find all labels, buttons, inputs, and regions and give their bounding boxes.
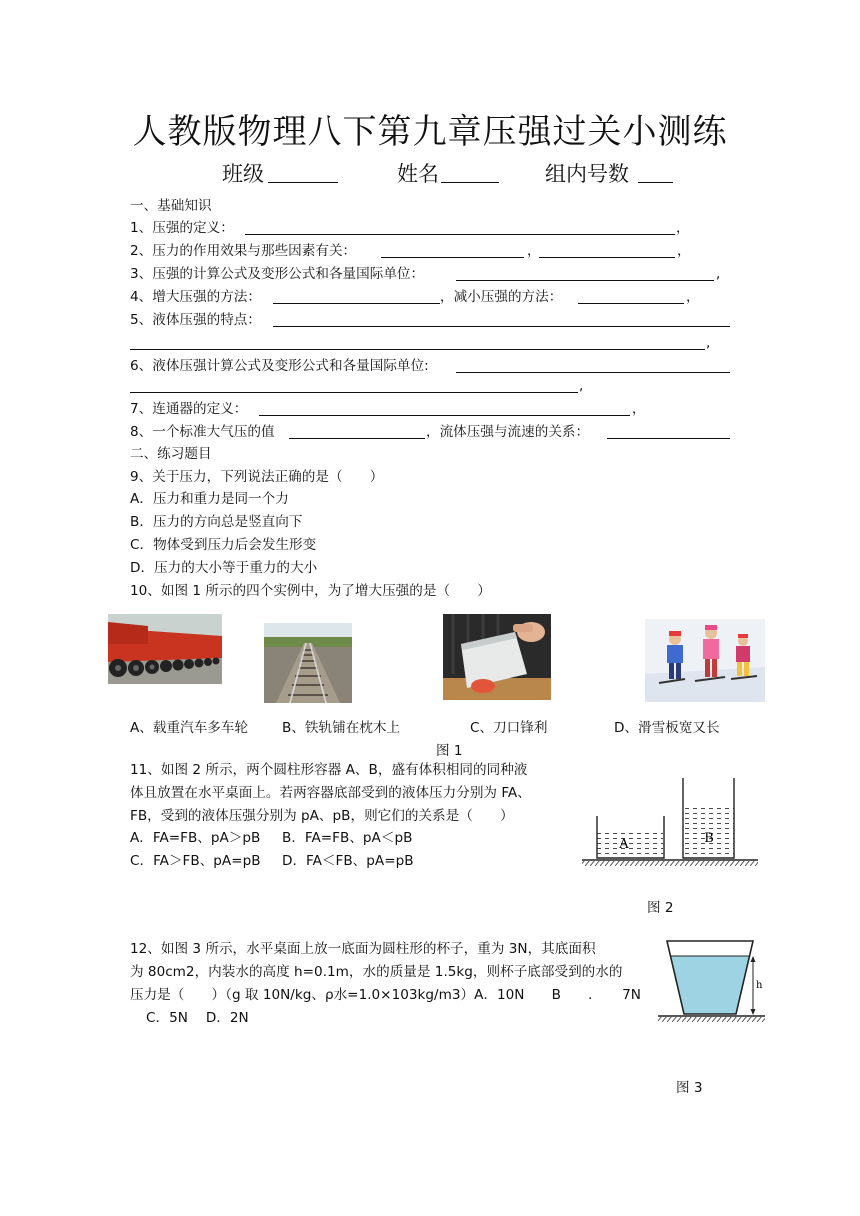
truck-photo bbox=[108, 614, 222, 684]
q11-option-b: B．FA=FB、pA＜pB bbox=[282, 830, 413, 846]
container-b-label: B bbox=[704, 831, 714, 846]
q9-option-d: D．压力的大小等于重力的大小 bbox=[130, 560, 318, 576]
q9-option-c: C．物体受到压力后会发生形变 bbox=[130, 537, 317, 553]
q7-text: 7、连通器的定义： bbox=[130, 401, 248, 417]
q12-line-1: 12、如图 3 所示，水平桌面上放一底面为圆柱形的杯子，重为 3N，其底面积 bbox=[130, 941, 596, 957]
q2-blank-2 bbox=[539, 257, 675, 258]
class-blank bbox=[268, 182, 338, 183]
q12-options: C．5N D．2N bbox=[146, 1010, 249, 1026]
q11-option-d: D．FA＜FB、pA=pB bbox=[282, 853, 414, 869]
q4-comma: ， bbox=[686, 289, 700, 305]
group-blank bbox=[638, 182, 673, 183]
q5-blank-2 bbox=[130, 349, 705, 350]
q8-blank-1 bbox=[289, 438, 425, 439]
q4-blank-2 bbox=[578, 303, 684, 304]
q4-blank-1 bbox=[273, 303, 440, 304]
name-blank bbox=[441, 182, 499, 183]
q1-comma: ， bbox=[676, 220, 690, 236]
q9-option-a: A．压力和重力是同一个力 bbox=[130, 491, 289, 507]
q8-text-b: ，流体压强与流速的关系： bbox=[426, 424, 590, 440]
caption-c: C、刀口锋利 bbox=[470, 720, 548, 736]
q6-comma: , bbox=[579, 378, 584, 394]
q11-option-c: C．FA＞FB、pA=pB bbox=[130, 853, 261, 869]
q3-text: 3、压强的计算公式及变形公式和各量国际单位： bbox=[130, 266, 425, 282]
group-label: 组内号数 bbox=[545, 162, 629, 186]
q7-blank bbox=[259, 415, 630, 416]
knife-photo bbox=[443, 614, 551, 700]
figure-3-label: 图 3 bbox=[676, 1080, 703, 1096]
caption-a: A、载重汽车多车轮 bbox=[130, 720, 249, 736]
caption-b: B、铁轨铺在枕木上 bbox=[282, 720, 401, 736]
q10-stem: 10、如图 1 所示的四个实例中，为了增大压强的是（ ） bbox=[130, 583, 491, 599]
height-h-label: h bbox=[756, 980, 763, 991]
q4-text-a: 4、增大压强的方法： bbox=[130, 289, 261, 305]
q12-line-2: 为 80cm2，内装水的高度 h=0.1m，水的质量是 1.5kg，则杯子底部受到的水的 bbox=[130, 964, 623, 980]
q5-blank-1 bbox=[273, 326, 730, 327]
q6-text: 6、液体压强计算公式及变形公式和各量国际单位: bbox=[130, 358, 429, 374]
q8-blank-2 bbox=[607, 438, 730, 439]
q6-blank-1 bbox=[456, 372, 730, 373]
q6-blank-2 bbox=[130, 392, 578, 393]
container-a-label: A bbox=[619, 837, 629, 852]
q11-line-3: FB，受到的液体压强分别为 pA、pB，则它们的关系是（ ） bbox=[130, 808, 514, 824]
q9-option-b: B．压力的方向总是竖直向下 bbox=[130, 514, 303, 530]
page-title: 人教版物理八下第九章压强过关小测练 bbox=[132, 112, 728, 152]
q5-text: 5、液体压强的特点： bbox=[130, 312, 261, 328]
q2-blank-1 bbox=[381, 257, 524, 258]
q11-option-a: A．FA=FB、pA＞pB bbox=[130, 830, 261, 846]
q1-text: 1、压强的定义： bbox=[130, 220, 234, 236]
q8-text-a: 8、一个标准大气压的值 bbox=[130, 424, 275, 440]
class-label: 班级 bbox=[222, 162, 264, 186]
section2-heading: 二、练习题目 bbox=[130, 446, 212, 462]
figure-2-label: 图 2 bbox=[647, 900, 674, 916]
q7-comma: ， bbox=[632, 401, 646, 417]
q9-stem: 9、关于压力，下列说法正确的是（ ） bbox=[130, 469, 384, 485]
section1-heading: 一、基础知识 bbox=[130, 198, 212, 214]
q3-comma: , bbox=[716, 266, 721, 282]
q4-text-b: ，减小压强的方法： bbox=[440, 289, 563, 305]
q2-comma: ， bbox=[527, 243, 541, 259]
q12-line-3: 压力是（ ）（g 取 10N/kg、ρ水=1.0×103kg/m3）A．10N B ． 7N bbox=[130, 987, 641, 1003]
figure-3-diagram bbox=[657, 938, 769, 1028]
q2-text: 2、压力的作用效果与那些因素有关： bbox=[130, 243, 357, 259]
figure-1-label: 图 1 bbox=[436, 743, 463, 759]
railway-photo bbox=[264, 623, 352, 703]
figure-2-diagram bbox=[580, 776, 760, 868]
caption-d: D、滑雪板宽又长 bbox=[614, 720, 720, 736]
q1-blank bbox=[245, 234, 675, 235]
q2-comma-end: ， bbox=[677, 243, 691, 259]
skiers-photo bbox=[645, 619, 765, 702]
name-label: 姓名 bbox=[397, 162, 439, 186]
q11-line-2: 体且放置在水平桌面上。若两容器底部受到的液体压力分别为 FA、 bbox=[130, 785, 531, 801]
q11-line-1: 11、如图 2 所示，两个圆柱形容器 A、B，盛有体积相同的同种液 bbox=[130, 762, 528, 778]
q5-comma: , bbox=[706, 335, 711, 351]
q3-blank bbox=[456, 280, 714, 281]
